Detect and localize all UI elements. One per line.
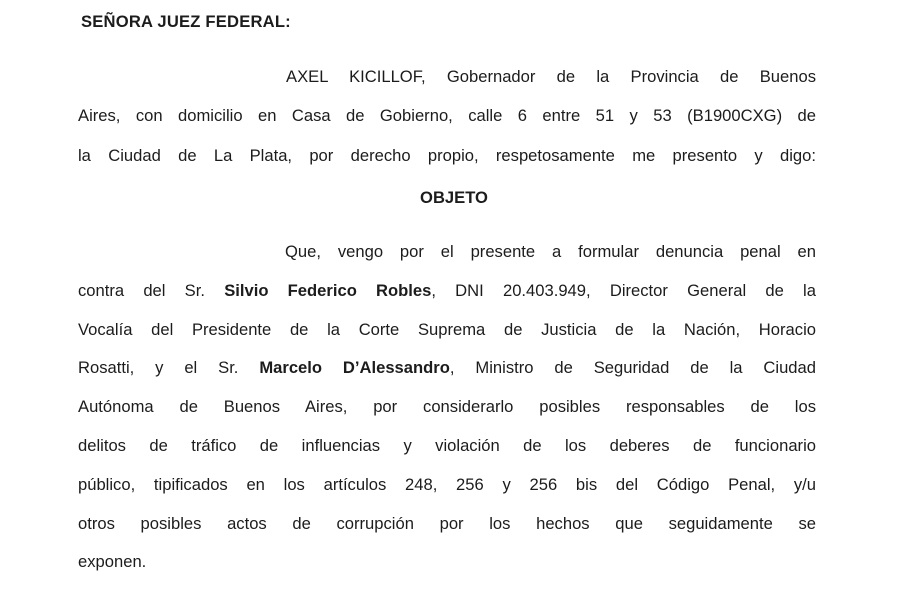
body-line-4 (78, 358, 816, 378)
defendant-name-dalessandro: Marcelo D’Alessandro (259, 358, 450, 377)
section-title-objeto: OBJETO (420, 188, 488, 207)
body-line-4-text-b: , Ministro de Seguridad de la Ciudad (449, 358, 816, 377)
body-line-5: Autónoma de Buenos Aires, por considerarlo posibles responsables de los (78, 397, 816, 416)
intro-line-1: AXEL KICILLOF, Gobernador de la Provincia de Buenos (286, 67, 816, 86)
body-line-4-text-a: Rosatti, y el Sr. (78, 358, 260, 377)
intro-line-3: la Ciudad de La Plata, por derecho propio, respetosamente me presento y digo: (78, 146, 816, 165)
body-line-9: exponen. (78, 552, 147, 571)
body-line-3: Vocalía del Presidente de la Corte Suprema de Justicia de la Nación, Horacio (78, 320, 816, 339)
body-line-1: Que, vengo por el presente a formular denuncia penal en (285, 242, 816, 261)
defendant-name-robles: Silvio Federico Robles (224, 281, 432, 300)
body-line-6: delitos de tráfico de influencias y violación de los deberes de funcionario (78, 436, 816, 455)
body-line-2 (78, 281, 816, 301)
body-line-7: público, tipificados en los artículos 248, 256 y 256 bis del Código Penal, y/u (78, 475, 816, 494)
body-line-2-text-b: , DNI 20.403.949, Director General de la (431, 281, 816, 300)
body-line-8: otros posibles actos de corrupción por los hechos que seguidamente se (78, 514, 816, 533)
intro-line-2: Aires, con domicilio en Casa de Gobierno, calle 6 entre 51 y 53 (B1900CXG) de (78, 106, 816, 125)
addressee-heading: SEÑORA JUEZ FEDERAL: (81, 12, 291, 31)
body-line-2-text-a: contra del Sr. (78, 281, 225, 300)
